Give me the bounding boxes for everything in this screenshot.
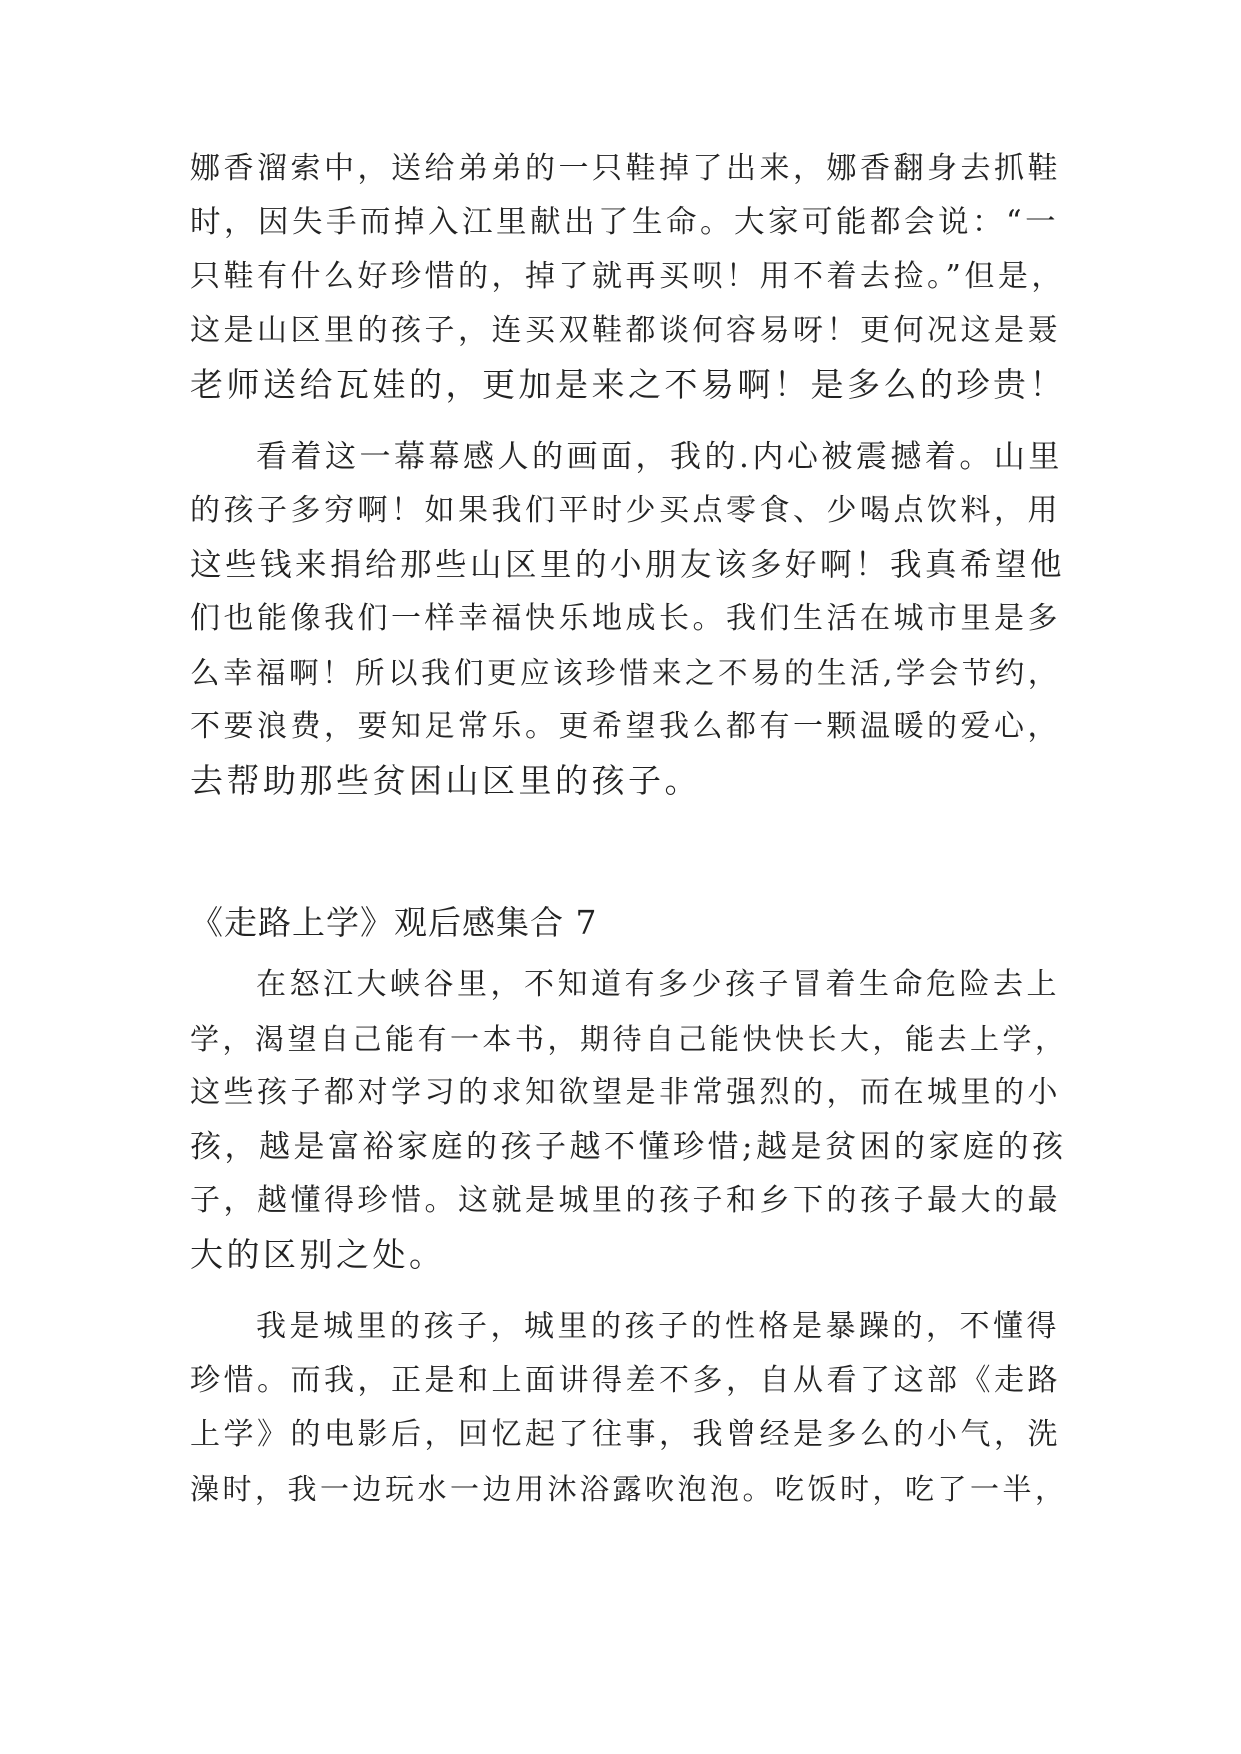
paragraph-line: 我是城里的孩子，城里的孩子的性格是暴躁的，不懂得 (256, 1309, 1060, 1344)
paragraph-line: 孩，越是富裕家庭的孩子越不懂珍惜;越是贫困的家庭的孩 (190, 1129, 1067, 1165)
paragraph-line: 学，渴望自己能有一本书，期待自己能快快长大，能去上学， (190, 1022, 1068, 1056)
paragraph-line: 大的区别之处。 (190, 1235, 446, 1274)
paragraph-line: 么幸福啊！所以我们更应该珍惜来之不易的生活,学会节约， (190, 656, 1061, 690)
paragraph-line: 的孩子多穷啊！如果我们平时少买点零食、少喝点饮料，用 (190, 493, 1061, 528)
paragraph-line: 在怒江大峡谷里，不知道有多少孩子冒着生命危险去上 (256, 967, 1060, 1002)
paragraph-line: 们也能像我们一样幸福快乐地成长。我们生活在城市里是多 (190, 601, 1061, 636)
paragraph-line: 上学》的电影后，回忆起了往事，我曾经是多么的小气，洗 (190, 1417, 1061, 1452)
paragraph-line: 时，因失手而掉入江里献出了生命。大家可能都会说：“一 (190, 205, 1060, 240)
paragraph-line: 只鞋有什么好珍惜的，掉了就再买呗！用不着去捡。”但是， (190, 259, 1065, 294)
paragraph-line: 这些孩子都对学习的求知欲望是非常强烈的，而在城里的小 (190, 1075, 1061, 1110)
paragraph-line: 娜香溜索中，送给弟弟的一只鞋掉了出来，娜香翻身去抓鞋 (190, 151, 1061, 186)
paragraph-line: 珍惜。而我，正是和上面讲得差不多，自从看了这部《走路 (190, 1363, 1061, 1398)
paragraph-line: 看着这一幕幕感人的画面，我的.内心被震撼着。山里 (256, 439, 1063, 475)
paragraph-line: 不要浪费，要知足常乐。更希望我么都有一颗温暖的爱心， (190, 709, 1061, 744)
section-title: 《走路上学》观后感集合 7 (190, 903, 598, 942)
paragraph-line: 去帮助那些贫困山区里的孩子。 (190, 761, 701, 800)
paragraph-line: 子，越懂得珍惜。这就是城里的孩子和乡下的孩子最大的最 (190, 1183, 1061, 1218)
paragraph-line: 这是山区里的孩子，连买双鞋都谈何容易呀！更何况这是聂 (190, 313, 1061, 348)
paragraph-line: 老师送给瓦娃的，更加是来之不易啊！是多么的珍贵！ (190, 365, 1066, 404)
paragraph-line: 这些钱来捐给那些山区里的小朋友该多好啊！我真希望他 (190, 547, 1066, 583)
paragraph-line: 澡时，我一边玩水一边用沐浴露吹泡泡。吃饭时，吃了一半， (190, 1472, 1068, 1506)
